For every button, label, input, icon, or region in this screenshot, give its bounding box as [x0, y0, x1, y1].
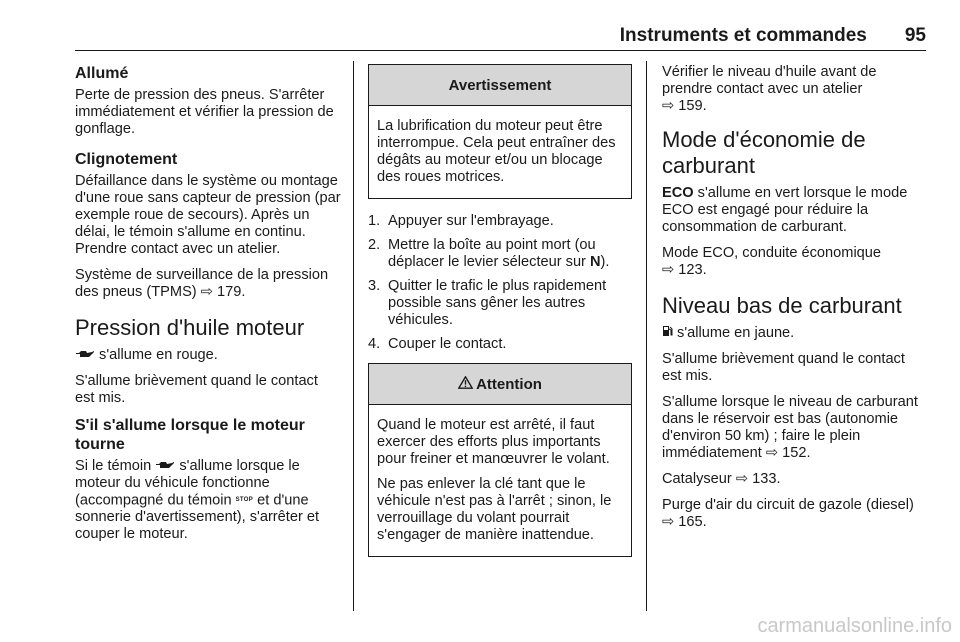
paragraph-allume: Perte de pression des pneus. S'arrêter immédiatement et vérifier la pression de gonflage.: [75, 87, 334, 137]
page-ref[interactable]: 159.: [678, 98, 707, 114]
page-header: [75, 22, 926, 51]
column-divider: [353, 61, 354, 611]
eco-indicator: ECO: [662, 185, 694, 201]
attention-title: Attention: [476, 375, 542, 393]
column-divider: [646, 61, 647, 611]
column-2: [368, 64, 632, 567]
paragraph-purge: Purge d'air du circuit de gazole (diesel) ⇨ 165.: [662, 497, 914, 530]
paragraph-contact: S'allume brièvement quand le contact est mis.: [662, 351, 905, 384]
page-ref-arrow-icon: ⇨: [735, 471, 749, 487]
list-item: 3. Quitter le trafic le plus rapidement possible sans gêner les autres véhicules.: [368, 278, 607, 328]
watermark: carmanualsonline.info: [757, 615, 952, 637]
page-ref[interactable]: 152.: [782, 445, 811, 461]
page-number: 95: [904, 25, 926, 46]
column-3: [662, 64, 926, 540]
page-ref[interactable]: 123.: [678, 262, 707, 278]
warning-triangle-icon: [458, 376, 473, 393]
page-ref-arrow-icon: ⇨: [765, 445, 779, 461]
heading-allume: Allumé: [75, 65, 129, 82]
column-1: [75, 64, 341, 552]
page-ref-arrow-icon: ⇨: [200, 284, 213, 300]
paragraph-reservoir: S'allume lorsque le niveau de carburant dans le réservoir est bas (autonomie d'environ 50 km) ; faire le plein immédiatement ⇨ 152.: [662, 394, 918, 461]
paragraph-clignotement: Défaillance dans le système ou montage d'une roue sans capteur de pression (par exemple roue de secours). Après un délai, le témoin s'allume en continu. Prendre contact avec un atelier.: [75, 173, 341, 257]
warning-text: La lubrification du moteur peut être interrompue. Cela peut entraîner des dégâts au moteur et/ou un blocage des roues motrices.: [377, 118, 616, 185]
paragraph-jaune: s'allume en jaune.: [662, 325, 926, 342]
list-item: 1. Appuyer sur l'embrayage.: [368, 213, 554, 229]
warning-title: Avertissement: [369, 65, 631, 106]
page-ref[interactable]: 133.: [752, 471, 781, 487]
warning-box: [368, 64, 632, 199]
oil-can-icon: [75, 347, 95, 364]
list-item: 4. Couper le contact.: [368, 336, 507, 352]
fuel-pump-icon: [662, 325, 673, 342]
attention-header: [369, 364, 631, 405]
heading-niveau: Niveau bas de carburant: [662, 293, 902, 318]
page-ref[interactable]: 165.: [678, 514, 707, 530]
list-item: 2. Mettre la boîte au point mort (ou déplacer le levier sélecteur sur N).: [368, 237, 610, 270]
page-ref[interactable]: 179.: [217, 284, 246, 300]
paragraph-huile-rouge: s'allume en rouge.: [75, 347, 341, 364]
heading-si-allume: S'il s'allume lorsque le moteur tourne: [75, 417, 305, 453]
attention-text-1: Quand le moteur est arrêté, il faut exercer des efforts plus importants pour freiner et manœuvrer le volant.: [377, 417, 610, 467]
heading-huile: Pression d'huile moteur: [75, 315, 305, 340]
steps-list: [368, 213, 632, 353]
stop-icon: STOP: [235, 497, 254, 503]
paragraph-verifier: Vérifier le niveau d'huile avant de prendre contact avec un atelier ⇨ 159.: [662, 64, 877, 114]
paragraph-huile-contact: S'allume brièvement quand le contact est mis.: [75, 373, 318, 406]
paragraph-eco: ECO s'allume en vert lorsque le mode ECO est engagé pour réduire la consommation de carburant.: [662, 185, 908, 235]
heading-eco: Mode d'économie de carburant: [662, 127, 866, 178]
paragraph-eco-mode: Mode ECO, conduite économique ⇨ 123.: [662, 245, 882, 278]
heading-clignotement: Clignotement: [75, 151, 178, 168]
attention-box: [368, 363, 632, 557]
attention-text-2: Ne pas enlever la clé tant que le véhicule n'est pas à l'arrêt ; sinon, le verrouillage du volant pourrait s'engager de manière inattendue.: [377, 476, 612, 543]
paragraph-tpms: Système de surveillance de la pression des pneus (TPMS) ⇨ 179.: [75, 267, 329, 300]
paragraph-catalyseur: Catalyseur ⇨ 133.: [662, 471, 781, 487]
page-ref-arrow-icon: ⇨: [662, 98, 675, 114]
page-ref-arrow-icon: ⇨: [662, 262, 675, 278]
oil-can-icon: [155, 458, 175, 475]
paragraph-si-allume: Si le témoin s'allume lorsque le moteur du véhicule fonctionne (accompagné du témoin STOP et d'une sonnerie d'avertissement), s'arrêter et couper le moteur.: [75, 458, 320, 543]
page-ref-arrow-icon: ⇨: [662, 514, 675, 530]
page-title: Instruments et commandes: [619, 25, 867, 46]
